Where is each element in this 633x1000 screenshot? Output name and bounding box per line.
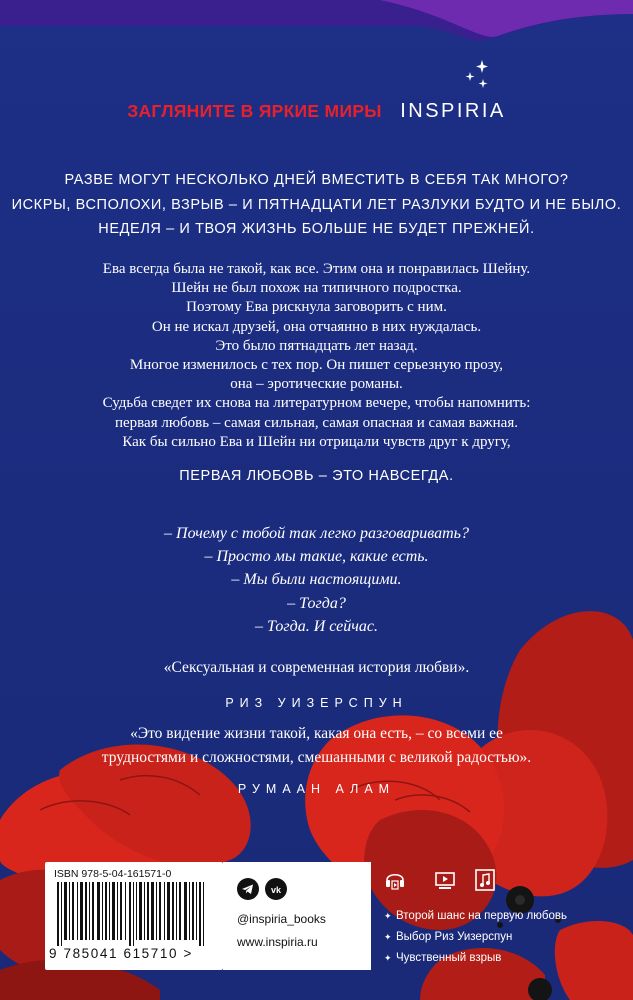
star-bullet-icon: ✦ — [384, 911, 392, 921]
star-bullet-icon: ✦ — [384, 932, 392, 942]
intro-line: НЕДЕЛЯ – И ТВОЯ ЖИЗНЬ БОЛЬШЕ НЕ БУДЕТ ПРЕЖНЕЙ. — [98, 221, 535, 237]
intro-line: РАЗВЕ МОГУТ НЕСКОЛЬКО ДНЕЙ ВМЕСТИТЬ В СЕБЯ ТАК МНОГО? — [64, 172, 569, 188]
dialogue-line: – Почему с тобой так легко разговаривать? — [164, 525, 469, 542]
feature-item — [384, 948, 567, 969]
publisher-logo: INSPIRIA — [400, 100, 506, 122]
star-bullet-icon: ✦ — [384, 953, 392, 963]
description-line: первая любовь – самая сильная, самая опасная и самая важная. — [114, 414, 518, 431]
description-line: Шейн не был похож на типичного подростка. — [171, 280, 462, 297]
social-panel — [223, 862, 371, 970]
feature-label: Выбор Риз Уизерспун — [396, 931, 513, 943]
barcode-panel — [45, 862, 223, 970]
description-line: Это было пятнадцать лет назад. — [215, 337, 418, 354]
closing-caps: ПЕРВАЯ ЛЮБОВЬ – ЭТО НАВСЕГДА. — [179, 468, 454, 484]
review-author: РУМААН АЛАМ — [237, 782, 396, 796]
isbn-number: ISBN 978-5-04-161571-0 — [54, 868, 172, 880]
barcode-icon — [51, 882, 217, 946]
review-quote — [0, 722, 633, 770]
social-handle[interactable]: @inspiria_books — [237, 912, 326, 926]
dialogue-line: – Просто мы такие, какие есть. — [204, 548, 429, 566]
dialogue-line: – Мы были настоящими. — [231, 571, 402, 589]
barcode-digits: 9 785041 615710 > — [49, 946, 193, 961]
feature-item — [384, 906, 567, 927]
feature-label: Второй шанс на первую любовь — [396, 910, 567, 922]
review-quote-line: «Это видение жизни такой, какая она есть, – со всеми ее — [130, 725, 503, 742]
telegram-icon[interactable] — [237, 878, 259, 900]
music-icon — [474, 868, 496, 892]
feature-label: Чувственный взрыв — [396, 952, 502, 964]
review-quote: «Сексуальная и современная история любви». — [163, 659, 470, 676]
description-line: Он не искал друзей, она отчаянно в них нуждалась. — [151, 318, 482, 335]
slogan-text: ЗАГЛЯНИТЕ В ЯРКИЕ МИРЫ — [127, 101, 382, 121]
vk-icon[interactable] — [265, 878, 287, 900]
description-line: она – эротические романы. — [230, 376, 403, 393]
feature-list — [384, 906, 567, 969]
dialogue-line: – Тогда. И сейчас. — [255, 617, 378, 635]
feature-item — [384, 927, 567, 948]
description-line: Судьба сведет их снова на литературном вечере, чтобы напомнить: — [102, 395, 531, 412]
audiobook-icon — [384, 868, 406, 892]
svg-text:vk: vk — [270, 885, 282, 895]
dialogue-line: – Тогда? — [287, 594, 346, 612]
description-line: Многое изменилось с тех пор. Он пишет серьезную прозу, — [129, 357, 504, 374]
review-author: РИЗ УИЗЕРСПУН — [225, 696, 408, 710]
description-line: Поэтому Ева рискнула заговорить с ним. — [186, 299, 447, 316]
description-line: Ева всегда была не такой, как все. Этим она и понравилась Шейну. — [102, 261, 531, 277]
video-icon — [434, 868, 456, 892]
intro-line: ИСКРЫ, ВСПОЛОХИ, ВЗРЫВ – И ПЯТНАДЦАТИ ЛЕТ РАЗЛУКИ БУДТО И НЕ БЫЛО. — [11, 196, 622, 213]
description-line: Как бы сильно Ева и Шейн ни отрицали чувств друг к другу, — [122, 433, 511, 450]
website-link[interactable]: www.inspiria.ru — [237, 935, 318, 949]
review-quote-line: трудностями и сложностями, смешанными с великой радостью». — [101, 749, 532, 766]
